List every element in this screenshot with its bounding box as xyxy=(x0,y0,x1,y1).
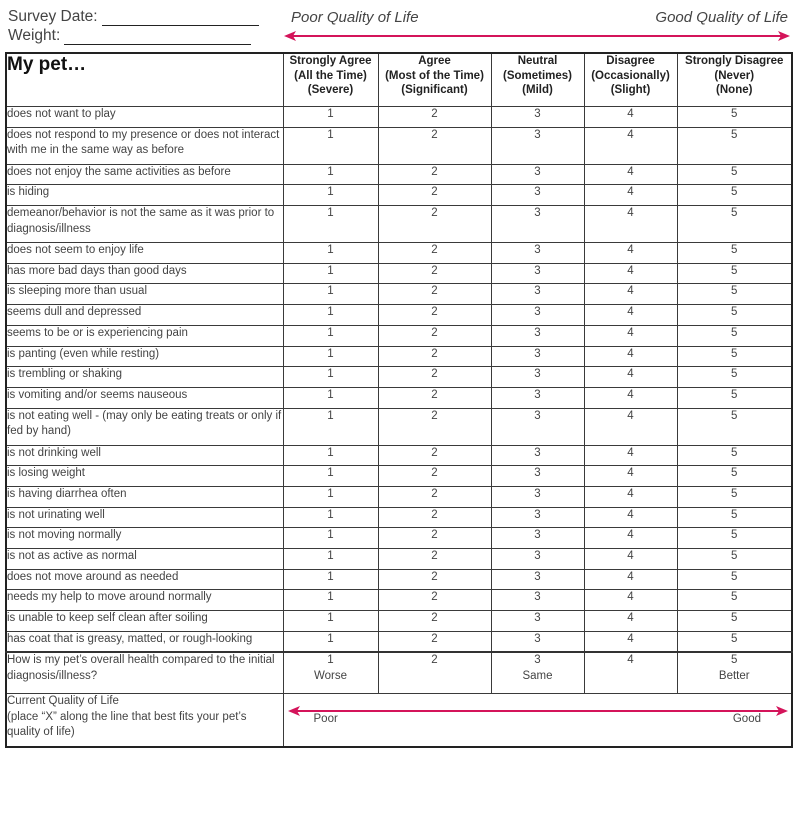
row-statement: does not want to play xyxy=(6,107,283,128)
table-row xyxy=(6,206,792,243)
rating-option-2[interactable]: 2 xyxy=(378,325,491,346)
rating-option-5[interactable]: 5 xyxy=(677,631,792,652)
poor-quality-label: Poor Quality of Life xyxy=(291,9,419,26)
rating-option-5[interactable]: 5 xyxy=(677,243,792,264)
row-statement: does not respond to my presence or does not interact with me in the same way as before xyxy=(6,127,283,164)
rating-option-5[interactable]: 5 xyxy=(677,206,792,243)
rating-option-4[interactable]: 4 xyxy=(584,387,677,408)
column-header-neutral: Neutral (Sometimes) (Mild) xyxy=(491,53,584,107)
current-qol-line[interactable] xyxy=(283,694,792,748)
row-statement: seems to be or is experiencing pain xyxy=(6,325,283,346)
table-row xyxy=(6,346,792,367)
rating-option-2[interactable]: 2 xyxy=(378,367,491,388)
row-statement: is losing weight xyxy=(6,466,283,487)
rating-option-1[interactable]: 1 xyxy=(283,631,378,652)
rating-option-5[interactable]: 5 xyxy=(677,107,792,128)
rating-option-1[interactable]: 1 xyxy=(283,325,378,346)
rating-option-5[interactable]: 5 xyxy=(677,387,792,408)
row-statement: is sleeping more than usual xyxy=(6,284,283,305)
overall-health-question: How is my pet’s overall health compared to the initial diagnosis/illness? xyxy=(6,652,283,694)
rating-option-3[interactable]: 3 xyxy=(491,243,584,264)
rating-option-4[interactable]: 4 xyxy=(584,486,677,507)
overall-rating-5[interactable]: 5 Better xyxy=(677,652,792,694)
rating-option-3[interactable]: 3 xyxy=(491,346,584,367)
table-row xyxy=(6,528,792,549)
rating-option-1[interactable]: 1 xyxy=(283,528,378,549)
survey-date-line[interactable] xyxy=(102,11,259,26)
rating-option-1[interactable]: 1 xyxy=(283,305,378,326)
column-header-strongly-agree: Strongly Agree (All the Time) (Severe) xyxy=(283,53,378,107)
row-statement: is having diarrhea often xyxy=(6,486,283,507)
row-statement: is not eating well - (may only be eating treats or only if fed by hand) xyxy=(6,408,283,445)
column-header-disagree: Disagree (Occasionally) (Slight) xyxy=(584,53,677,107)
rating-option-2[interactable]: 2 xyxy=(378,346,491,367)
row-statement: demeanor/behavior is not the same as it was prior to diagnosis/illness xyxy=(6,206,283,243)
rating-option-1[interactable]: 1 xyxy=(283,569,378,590)
rating-option-5[interactable]: 5 xyxy=(677,486,792,507)
table-row xyxy=(6,243,792,264)
row-statement: is panting (even while resting) xyxy=(6,346,283,367)
current-qol-label xyxy=(6,694,283,748)
table-row xyxy=(6,387,792,408)
rating-option-2[interactable]: 2 xyxy=(378,528,491,549)
row-statement: has coat that is greasy, matted, or rough-looking xyxy=(6,631,283,652)
table-row xyxy=(6,185,792,206)
rating-option-5[interactable]: 5 xyxy=(677,466,792,487)
rating-option-3[interactable]: 3 xyxy=(491,325,584,346)
rating-option-3[interactable]: 3 xyxy=(491,445,584,466)
row-statement: is not as active as normal xyxy=(6,549,283,570)
row-statement: is not drinking well xyxy=(6,445,283,466)
rating-option-2[interactable]: 2 xyxy=(378,164,491,185)
rating-option-1[interactable]: 1 xyxy=(283,107,378,128)
table-row xyxy=(6,549,792,570)
rating-option-4[interactable]: 4 xyxy=(584,284,677,305)
qol-good-label: Good xyxy=(732,713,761,726)
rating-option-2[interactable]: 2 xyxy=(378,263,491,284)
rating-option-3[interactable]: 3 xyxy=(491,611,584,632)
rating-option-2[interactable]: 2 xyxy=(378,466,491,487)
rating-option-5[interactable]: 5 xyxy=(677,325,792,346)
current-qol-instruction: (place “X” along the line that best fits your pet’s quality of life) xyxy=(7,710,247,739)
rating-option-1[interactable]: 1 xyxy=(283,590,378,611)
rating-option-3[interactable]: 3 xyxy=(491,185,584,206)
survey-date-label: Survey Date: xyxy=(8,8,98,25)
rating-option-2[interactable]: 2 xyxy=(378,127,491,164)
table-row xyxy=(6,367,792,388)
rating-option-3[interactable]: 3 xyxy=(491,263,584,284)
rating-option-2[interactable]: 2 xyxy=(378,611,491,632)
rating-option-4[interactable]: 4 xyxy=(584,466,677,487)
rating-option-3[interactable]: 3 xyxy=(491,408,584,445)
rating-option-2[interactable]: 2 xyxy=(378,631,491,652)
rating-option-1[interactable]: 1 xyxy=(283,611,378,632)
rating-option-5[interactable]: 5 xyxy=(677,346,792,367)
rating-option-5[interactable]: 5 xyxy=(677,611,792,632)
rating-option-3[interactable]: 3 xyxy=(491,164,584,185)
rating-option-3[interactable]: 3 xyxy=(491,107,584,128)
row-statement: is hiding xyxy=(6,185,283,206)
weight-line[interactable] xyxy=(64,30,251,45)
rating-option-1[interactable]: 1 xyxy=(283,445,378,466)
rating-option-2[interactable]: 2 xyxy=(378,507,491,528)
overall-rating-3[interactable]: 3 Same xyxy=(491,652,584,694)
rating-option-4[interactable]: 4 xyxy=(584,325,677,346)
rating-option-2[interactable]: 2 xyxy=(378,284,491,305)
rating-option-4[interactable]: 4 xyxy=(584,590,677,611)
row-statement: does not move around as needed xyxy=(6,569,283,590)
row-statement: is not moving normally xyxy=(6,528,283,549)
table-row xyxy=(6,284,792,305)
current-qol-title: Current Quality of Life xyxy=(7,695,119,708)
current-quality-of-life-row xyxy=(6,694,792,748)
rating-option-3[interactable]: 3 xyxy=(491,367,584,388)
quality-of-life-table xyxy=(5,52,793,748)
qol-poor-label: Poor xyxy=(313,713,338,726)
overall-rating-4[interactable]: 4 xyxy=(584,652,677,694)
rating-option-4[interactable]: 4 xyxy=(584,631,677,652)
rating-option-5[interactable]: 5 xyxy=(677,263,792,284)
rating-option-3[interactable]: 3 xyxy=(491,590,584,611)
rating-option-4[interactable]: 4 xyxy=(584,185,677,206)
rating-option-2[interactable]: 2 xyxy=(378,445,491,466)
table-row xyxy=(6,631,792,652)
rating-option-1[interactable]: 1 xyxy=(283,243,378,264)
table-row xyxy=(6,445,792,466)
row-statement: seems dull and depressed xyxy=(6,305,283,326)
rating-option-4[interactable]: 4 xyxy=(584,206,677,243)
rating-option-1[interactable]: 1 xyxy=(283,367,378,388)
rating-option-3[interactable]: 3 xyxy=(491,631,584,652)
rating-option-1[interactable]: 1 xyxy=(283,486,378,507)
rating-option-1[interactable]: 1 xyxy=(283,387,378,408)
rating-option-3[interactable]: 3 xyxy=(491,466,584,487)
rating-option-4[interactable]: 4 xyxy=(584,445,677,466)
rating-option-3[interactable]: 3 xyxy=(491,206,584,243)
table-row xyxy=(6,611,792,632)
table-row xyxy=(6,127,792,164)
rating-option-3[interactable]: 3 xyxy=(491,507,584,528)
rating-option-2[interactable]: 2 xyxy=(378,243,491,264)
row-statement: is trembling or shaking xyxy=(6,367,283,388)
rating-option-1[interactable]: 1 xyxy=(283,346,378,367)
rating-option-5[interactable]: 5 xyxy=(677,185,792,206)
row-statement: does not enjoy the same activities as before xyxy=(6,164,283,185)
rating-option-3[interactable]: 3 xyxy=(491,284,584,305)
rating-option-3[interactable]: 3 xyxy=(491,528,584,549)
rating-option-4[interactable]: 4 xyxy=(584,611,677,632)
table-row xyxy=(6,408,792,445)
rating-option-4[interactable]: 4 xyxy=(584,127,677,164)
rating-option-3[interactable]: 3 xyxy=(491,387,584,408)
rating-option-5[interactable]: 5 xyxy=(677,569,792,590)
rating-option-3[interactable]: 3 xyxy=(491,127,584,164)
row-statement: is unable to keep self clean after soiling xyxy=(6,611,283,632)
table-row xyxy=(6,590,792,611)
table-title: My pet… xyxy=(6,53,283,107)
rating-option-4[interactable]: 4 xyxy=(584,107,677,128)
good-quality-label: Good Quality of Life xyxy=(655,9,788,26)
column-header-strongly-disagree: Strongly Disagree (Never) (None) xyxy=(677,53,792,107)
table-header-row xyxy=(6,53,792,107)
overall-rating-1[interactable]: 1 Worse xyxy=(283,652,378,694)
rating-option-5[interactable]: 5 xyxy=(677,127,792,164)
table-row xyxy=(6,466,792,487)
rating-option-2[interactable]: 2 xyxy=(378,305,491,326)
rating-option-2[interactable]: 2 xyxy=(378,590,491,611)
rating-option-4[interactable]: 4 xyxy=(584,346,677,367)
weight-label: Weight: xyxy=(8,27,61,44)
rating-option-1[interactable]: 1 xyxy=(283,164,378,185)
table-row xyxy=(6,164,792,185)
rating-option-3[interactable]: 3 xyxy=(491,305,584,326)
table-row xyxy=(6,305,792,326)
rating-option-1[interactable]: 1 xyxy=(283,185,378,206)
rating-option-1[interactable]: 1 xyxy=(283,549,378,570)
rating-option-4[interactable]: 4 xyxy=(584,243,677,264)
rating-option-5[interactable]: 5 xyxy=(677,445,792,466)
rating-option-1[interactable]: 1 xyxy=(283,284,378,305)
table-row xyxy=(6,107,792,128)
row-statement: has more bad days than good days xyxy=(6,263,283,284)
row-statement: needs my help to move around normally xyxy=(6,590,283,611)
table-row xyxy=(6,263,792,284)
rating-option-5[interactable]: 5 xyxy=(677,590,792,611)
rating-option-5[interactable]: 5 xyxy=(677,549,792,570)
rating-option-1[interactable]: 1 xyxy=(283,263,378,284)
rating-option-5[interactable]: 5 xyxy=(677,507,792,528)
rating-option-5[interactable]: 5 xyxy=(677,164,792,185)
table-row xyxy=(6,486,792,507)
rating-option-5[interactable]: 5 xyxy=(677,367,792,388)
rating-option-2[interactable]: 2 xyxy=(378,387,491,408)
rating-option-4[interactable]: 4 xyxy=(584,263,677,284)
rating-option-1[interactable]: 1 xyxy=(283,127,378,164)
overall-health-row xyxy=(6,652,792,694)
rating-option-3[interactable]: 3 xyxy=(491,569,584,590)
rating-option-4[interactable]: 4 xyxy=(584,164,677,185)
rating-option-2[interactable]: 2 xyxy=(378,206,491,243)
table-row xyxy=(6,325,792,346)
row-statement: does not seem to enjoy life xyxy=(6,243,283,264)
rating-option-1[interactable]: 1 xyxy=(283,466,378,487)
rating-option-5[interactable]: 5 xyxy=(677,284,792,305)
rating-option-2[interactable]: 2 xyxy=(378,408,491,445)
column-header-agree: Agree (Most of the Time) (Significant) xyxy=(378,53,491,107)
rating-option-1[interactable]: 1 xyxy=(283,206,378,243)
overall-rating-2[interactable]: 2 xyxy=(378,652,491,694)
rating-option-5[interactable]: 5 xyxy=(677,408,792,445)
rating-option-4[interactable]: 4 xyxy=(584,569,677,590)
table-row xyxy=(6,507,792,528)
rating-option-3[interactable]: 3 xyxy=(491,549,584,570)
table-row xyxy=(6,569,792,590)
rating-option-2[interactable]: 2 xyxy=(378,486,491,507)
rating-option-4[interactable]: 4 xyxy=(584,408,677,445)
rating-option-3[interactable]: 3 xyxy=(491,486,584,507)
rating-option-4[interactable]: 4 xyxy=(584,507,677,528)
row-statement: is vomiting and/or seems nauseous xyxy=(6,387,283,408)
quality-scale-arrow-icon xyxy=(284,30,790,42)
rating-option-1[interactable]: 1 xyxy=(283,507,378,528)
qol-scale-arrow-icon xyxy=(288,705,788,717)
rating-option-4[interactable]: 4 xyxy=(584,305,677,326)
rating-option-2[interactable]: 2 xyxy=(378,107,491,128)
rating-option-2[interactable]: 2 xyxy=(378,569,491,590)
rating-option-5[interactable]: 5 xyxy=(677,528,792,549)
row-statement: is not urinating well xyxy=(6,507,283,528)
rating-option-5[interactable]: 5 xyxy=(677,305,792,326)
rating-option-2[interactable]: 2 xyxy=(378,185,491,206)
weight-field[interactable] xyxy=(8,27,251,45)
rating-option-4[interactable]: 4 xyxy=(584,367,677,388)
survey-date-field[interactable] xyxy=(8,8,259,26)
rating-option-1[interactable]: 1 xyxy=(283,408,378,445)
rating-option-4[interactable]: 4 xyxy=(584,549,677,570)
rating-option-2[interactable]: 2 xyxy=(378,549,491,570)
rating-option-4[interactable]: 4 xyxy=(584,528,677,549)
